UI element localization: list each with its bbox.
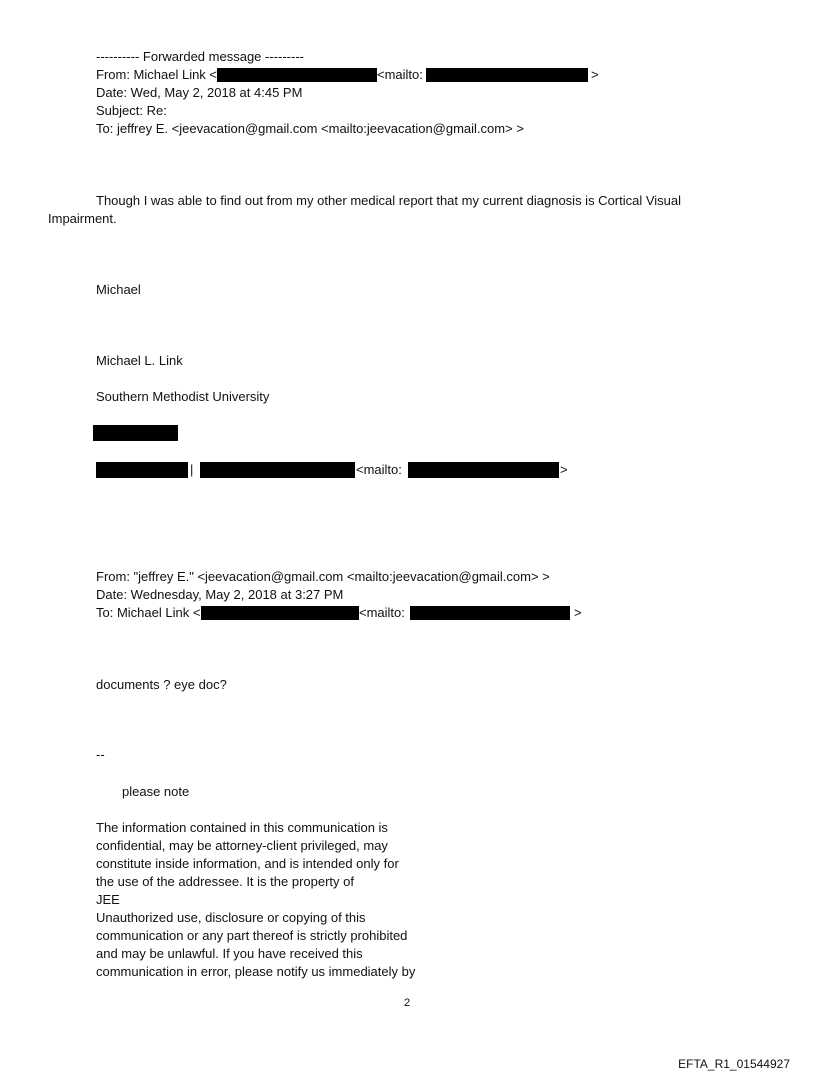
signature-organization: Southern Methodist University: [96, 389, 270, 404]
quoted-message-text: documents ? eye doc?: [96, 677, 227, 692]
disclaimer-line: confidential, may be attorney-client privileged, may: [96, 838, 388, 853]
disclaimer-line: The information contained in this communication is: [96, 820, 388, 835]
disclaimer-line: the use of the addressee. It is the property of: [96, 874, 354, 889]
disclaimer-line: JEE: [96, 892, 120, 907]
quoted-from: From: "jeffrey E." <jeevacation@gmail.com <mailto:jeevacation@gmail.com> >: [96, 569, 550, 584]
forwarded-to: To: jeffrey E. <jeevacation@gmail.com <mailto:jeevacation@gmail.com> >: [96, 121, 524, 136]
disclaimer-line: communication in error, please notify us immediately by: [96, 964, 416, 979]
redaction-bar: [410, 606, 570, 620]
forwarded-date: Date: Wed, May 2, 2018 at 4:45 PM: [96, 85, 303, 100]
quoted-date: Date: Wednesday, May 2, 2018 at 3:27 PM: [96, 587, 344, 602]
disclaimer-line: Unauthorized use, disclosure or copying of this: [96, 910, 366, 925]
signature-mailto: <mailto:: [356, 462, 402, 477]
forwarded-subject: Subject: Re:: [96, 103, 167, 118]
forwarded-separator: ---------- Forwarded message ---------: [96, 49, 304, 64]
quoted-to-mailto: <mailto:: [359, 605, 405, 620]
disclaimer-line: constitute inside information, and is intended only for: [96, 856, 399, 871]
quoted-to-close: >: [574, 605, 582, 620]
disclaimer-line: communication or any part thereof is strictly prohibited: [96, 928, 408, 943]
body-paragraph-line-1: Though I was able to find out from my other medical report that my current diagnosis is Cortical Visual: [96, 193, 682, 208]
redaction-bar: [200, 462, 355, 478]
redaction-bar: [201, 606, 359, 620]
signature-close: >: [560, 462, 568, 477]
page-number: 2: [404, 997, 411, 1009]
redaction-bar: [426, 68, 588, 82]
redaction-bar: [408, 462, 559, 478]
forwarded-from-mailto: <mailto:: [377, 67, 423, 82]
bates-number: EFTA_R1_01544927: [678, 1057, 790, 1071]
redaction-bar: [93, 425, 178, 441]
signature-name: Michael L. Link: [96, 353, 183, 368]
signature-pipe: |: [190, 462, 194, 477]
signature-dashes: --: [96, 747, 105, 762]
redaction-bar: [217, 68, 377, 82]
body-paragraph-line-2: Impairment.: [48, 211, 117, 226]
please-note-label: please note: [122, 784, 190, 799]
forwarded-from-close: >: [591, 67, 599, 82]
forwarded-from-prefix: From: Michael Link <: [96, 67, 218, 82]
quoted-to-prefix: To: Michael Link <: [96, 605, 201, 620]
sign-off-name: Michael: [96, 282, 141, 297]
redaction-bar: [96, 462, 188, 478]
disclaimer-line: and may be unlawful. If you have received this: [96, 946, 363, 961]
